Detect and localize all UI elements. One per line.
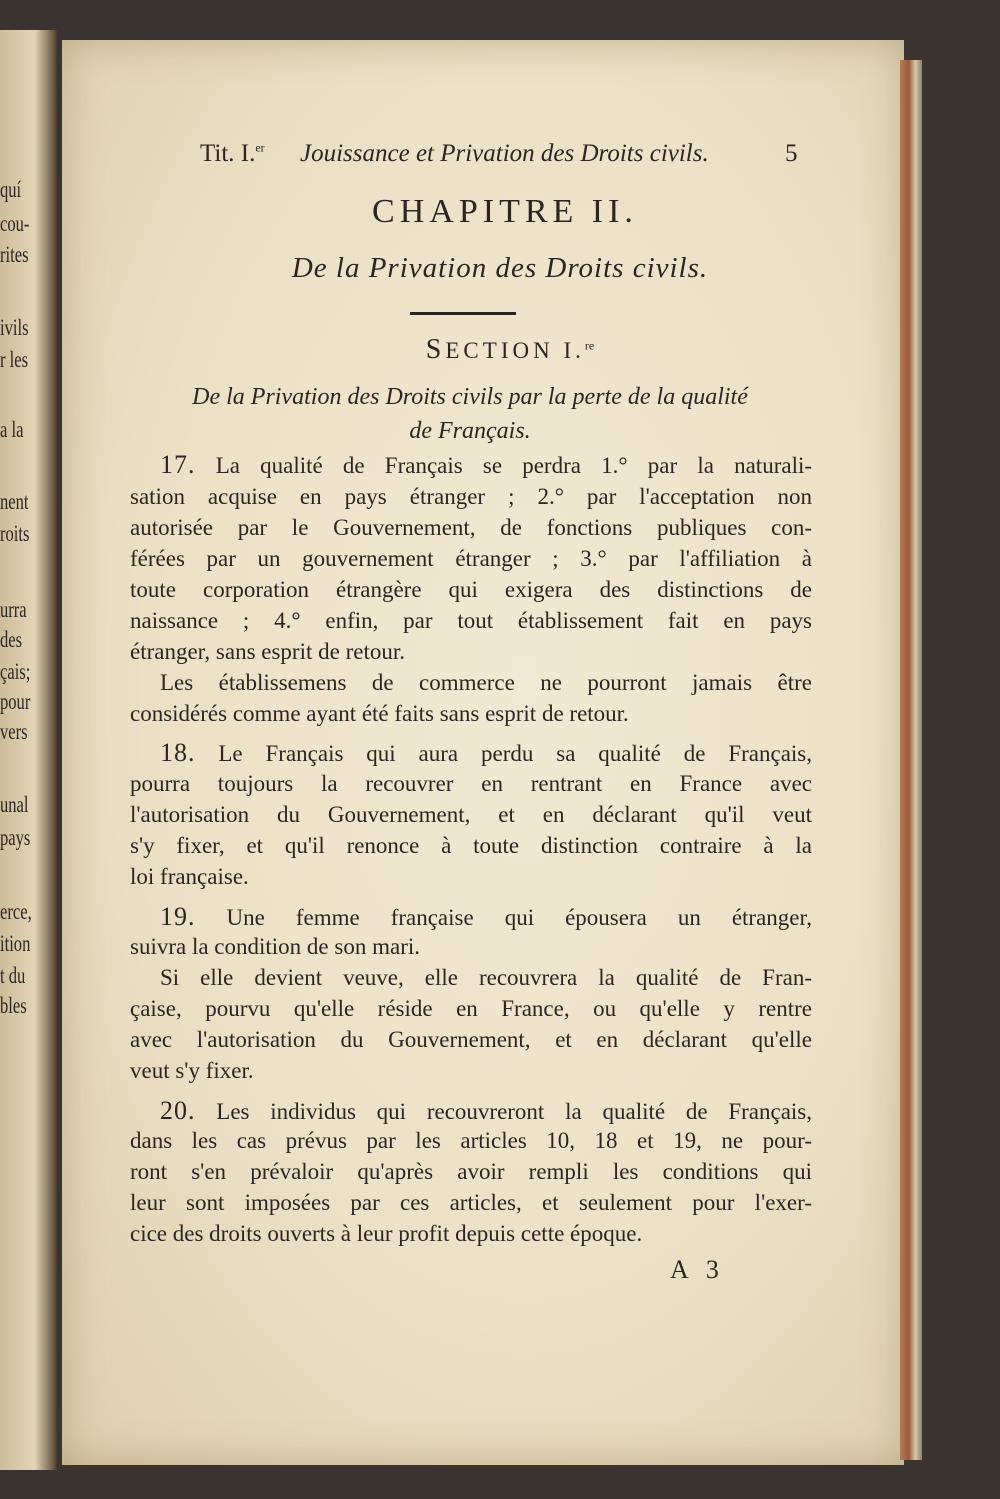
left-fragment: a la (0, 417, 24, 442)
page-number: 5 (785, 140, 798, 167)
header-sup: er (255, 140, 265, 155)
text-line: autorisée par le Gouvernement, de fonctions publiques con- (130, 515, 812, 540)
left-fragment: erce, (0, 899, 32, 924)
article-number: 20. (160, 1096, 196, 1125)
left-fragment: ivils (0, 315, 29, 340)
text-line: étranger, sans esprit de retour. (130, 639, 405, 664)
text-line: Si elle devient veuve, elle recouvrera la qualité de Fran- (160, 965, 812, 990)
text-line: l'autorisation du Gouvernement, et en déclarant qu'il veut (130, 802, 812, 827)
left-fragment: urra (0, 597, 27, 622)
section-title-line: De la Privation des Droits civils par la perte de la qualité (192, 384, 748, 410)
left-fragment: pour (0, 689, 31, 714)
text-line: loi française. (130, 864, 249, 889)
left-fragment: t du (0, 963, 26, 988)
text-line: çaise, pourvu qu'elle réside en France, ou qu'elle y rentre (130, 996, 812, 1021)
text-line: considérés comme ayant été faits sans esprit de retour. (130, 701, 629, 726)
article-18-first-line: 18. Le Français qui aura perdu sa qualité de Français, (160, 738, 812, 767)
left-fragment: ition (0, 931, 31, 956)
left-fragment: rites (0, 242, 29, 267)
article-number: 19. (160, 902, 196, 931)
left-fragment: des (0, 627, 23, 652)
section-heading: SECTION I.$^{re}$ (425, 334, 595, 365)
text-line: sation acquise en pays étranger ; 2.° par l'acceptation non (130, 484, 812, 509)
printer-signature-mark: A 3 (670, 1255, 725, 1284)
left-fragment: bles (0, 993, 27, 1018)
left-fragment: vers (0, 719, 28, 744)
left-fragment: unal (0, 792, 29, 817)
text-line: suivra la condition de son mari. (130, 934, 420, 959)
article-19-first-line: 19. Une femme française qui épousera un étranger, (160, 902, 812, 931)
text-line: leur sont imposées par ces articles, et seulement pour l'exer- (130, 1190, 812, 1215)
text-line: pourra toujours la recouvrer en rentrant en France avec (130, 771, 812, 796)
chapter-title: CHAPITRE II. (372, 193, 638, 230)
left-fragment: quí (0, 177, 22, 202)
left-fragment: r les (0, 347, 29, 372)
text-line: dans les cas prévus par les articles 10, 18 et 19, ne pour- (130, 1128, 812, 1153)
chapter-rule (410, 312, 516, 315)
text-line: veut s'y fixer. (130, 1058, 254, 1083)
text-line: toute corporation étrangère qui exigera des distinctions de (130, 577, 812, 602)
section-title-line: de Français. (409, 417, 531, 444)
chapter-subtitle: De la Privation des Droits civils. (291, 252, 709, 284)
text-line: férées par un gouvernement étranger ; 3.° par l'affiliation à (130, 546, 812, 571)
text-line: s'y fixer, et qu'il renonce à toute distinction contraire à la (130, 833, 812, 858)
running-title: Jouissance et Privation des Droits civils. (300, 140, 709, 167)
article-number: 18. (160, 738, 196, 767)
article-20-first-line: 20. Les individus qui recouvreront la qualité de Français, (160, 1096, 812, 1125)
text-line: Les établissemens de commerce ne pourront jamais être (160, 670, 812, 695)
text-line: ront s'en prévaloir qu'après avoir rempli les conditions qui (130, 1159, 812, 1184)
left-fragment: pays (0, 825, 31, 850)
left-fragment: çais; (0, 659, 31, 684)
article-17-first-line: 17. La qualité de Français se perdra 1.° par la naturali- (160, 450, 813, 479)
section-title (130, 381, 810, 448)
text-line: avec l'autorisation du Gouvernement, et en déclarant qu'elle (130, 1027, 812, 1052)
left-fragment: roits (0, 521, 30, 546)
left-fragment: cou- (0, 211, 30, 236)
left-fragment: nent (0, 489, 29, 514)
header-title-prefix: Tit. I.$^{er}$ (200, 140, 265, 167)
article-number: 17. (160, 450, 196, 479)
text-line: naissance ; 4.° enfin, par tout établissement fait en pays (130, 608, 812, 633)
text-line: cice des droits ouverts à leur profit depuis cette époque. (130, 1221, 643, 1246)
